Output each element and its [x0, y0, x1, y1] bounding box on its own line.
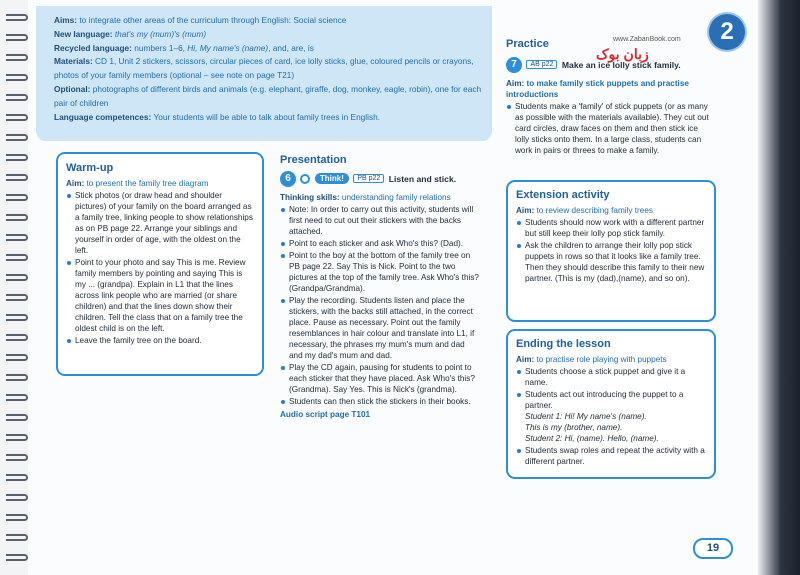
extension-title: Extension activity	[516, 189, 610, 201]
binding-ring	[6, 274, 28, 281]
practice-title: Practice	[506, 38, 549, 50]
list-item: Students can then stick the stickers in their books.	[280, 396, 480, 407]
practice-aim: Aim: to make family stick puppets and practise introductions	[506, 79, 689, 99]
binding-ring	[6, 414, 28, 421]
list-item: Point to your photo and say This is me. Review family members by pointing and saying This is my ... (grandpa). Explain in L1 that the lines across link people who are married (or share children) and that the lines down show their children. Tell the class that on a family tree the oldest child is on the left.	[66, 257, 254, 334]
activity-number-badge: 7	[506, 57, 522, 73]
ending-list	[516, 366, 706, 467]
binding-ring	[6, 394, 28, 401]
list-item: Students make a 'family' of stick puppets (or as many as possible with the materials available). They cut out card circles, draw faces on them and then stick ice lolly sticks onto them. In a large class, students can work in pairs or threes to make a family.	[506, 101, 712, 156]
ending-lesson-box	[506, 329, 716, 479]
ending-aim: Aim: to practise role playing with puppets	[516, 355, 667, 364]
binding-ring	[6, 34, 28, 41]
list-item: Point to each sticker and ask Who's this? (Dad).	[280, 238, 480, 249]
materials-row: Materials: CD 1, Unit 2 stickers, scissors, circular pieces of card, ice lolly sticks, glue, coloured pencils or crayons, photos of your family members (optional – see note on page T21)	[54, 56, 474, 81]
presentation-section	[280, 154, 480, 420]
pupil-book-tag: PB p22	[353, 174, 384, 183]
presentation-activity-header	[280, 170, 480, 188]
activity-number-badge: 6	[280, 171, 296, 187]
binding-ring	[6, 314, 28, 321]
list-item: Students choose a stick puppet and give it a name.	[516, 366, 706, 388]
binding-ring	[6, 194, 28, 201]
binding-ring	[6, 154, 28, 161]
warm-up-title: Warm-up	[66, 162, 114, 174]
list-item: Point to the boy at the bottom of the family tree on PB page 22. Say This is Nick. Point to the two pictures at the top of the family tree. Ask Who's this? (Grandpa/Grandma).	[280, 250, 480, 294]
think-badge: Think!	[315, 173, 349, 184]
binding-ring	[6, 14, 28, 21]
dialogue-line: Student 2: Hi, (name). Hello, (name).	[525, 434, 659, 443]
practice-section	[506, 38, 724, 156]
list-item: Play the recording. Students listen and place the stickers, with the backs still attached, in the correct place. Pause as necessary. Point out the family resemblances in hair colour and translate into L1, if necessary, the phrases my mum's mum and dad and my dad's mum and dad.	[280, 295, 480, 361]
lesson-aims-box	[36, 6, 492, 141]
extension-list	[516, 217, 706, 284]
binding-ring	[6, 114, 28, 121]
list-item: Stick photos (or draw head and shoulder pictures) of your family on the board arranged as a family tree, linking people to show relationships as on PB page 22. Arrange your siblings and yourself in order of age, with the oldest on the left.	[66, 190, 254, 256]
binding-ring	[6, 534, 28, 541]
binding-ring	[6, 454, 28, 461]
binding-ring	[6, 294, 28, 301]
list-item: Play the CD again, pausing for students to point to each sticker that they have placed. Ask Who's this? (Grandma). Say Yes. This is Nick's (grandma).	[280, 362, 480, 395]
binding-ring	[6, 94, 28, 101]
unit-number-badge: 2	[709, 14, 745, 50]
ending-title: Ending the lesson	[516, 338, 611, 350]
binding-ring	[6, 74, 28, 81]
dialogue-line: Student 1: Hi! My name's (name).	[525, 412, 647, 421]
binding-ring	[6, 54, 28, 61]
spiral-binding	[0, 0, 28, 575]
audio-script-ref: Audio script page T101	[280, 410, 371, 419]
watermark-url: www.ZabanBook.com	[613, 36, 681, 43]
binding-ring	[6, 174, 28, 181]
binding-ring	[6, 494, 28, 501]
binding-ring	[6, 554, 28, 561]
list-item: Students act out introducing the puppet to a partner. Student 1: Hi! My name's (name). This is my (brother, name). Student 2: Hi, (name). Hello, (name).	[516, 389, 706, 444]
binding-ring	[6, 134, 28, 141]
activity-instruction: Make an ice lolly stick family.	[561, 59, 681, 70]
activity-instruction: Listen and stick.	[388, 173, 457, 184]
warm-up-aim: Aim: to present the family tree diagram	[66, 179, 209, 188]
optional-row: Optional: photographs of different birds and animals (e.g. elephant, giraffe, dog, monkey, eagle, robin), one for each pair of children	[54, 83, 482, 108]
new-language-row: New language: that's my (mum)'s (mum)	[54, 28, 207, 39]
binding-ring	[6, 374, 28, 381]
binding-ring	[6, 334, 28, 341]
binding-ring	[6, 234, 28, 241]
page-number: 19	[693, 538, 733, 559]
dialogue-line: This is my (brother, name).	[525, 423, 623, 432]
recycled-language-row: Recycled language: numbers 1–6, Hi, My name's (name), and, are, is	[54, 42, 314, 53]
presentation-list	[280, 204, 480, 407]
extension-activity-box	[506, 180, 716, 322]
aims-row: Aims: to integrate other areas of the curriculum through English: Social science	[54, 15, 347, 25]
list-item: Ask the children to arrange their lolly pop stick puppets in rows so that it looks like a family tree. Then they should describe this family to their new partner. (This is my (dad),(name), and so on).	[516, 240, 706, 284]
list-item: Leave the family tree on the board.	[66, 335, 254, 346]
presentation-title: Presentation	[280, 154, 347, 166]
list-item: Note: In order to carry out this activity, students will first need to cut out their stickers with the backs attached.	[280, 204, 480, 237]
activity-book-tag: AB p22	[526, 60, 557, 69]
cd-icon	[300, 174, 310, 184]
language-competences-row: Language competences: Your students will be able to talk about family trees in English.	[54, 111, 381, 122]
thinking-skills: Thinking skills: understanding family relations	[280, 193, 451, 202]
extension-aim: Aim: to review describing family trees	[516, 206, 653, 215]
binding-ring	[6, 254, 28, 261]
binding-ring	[6, 354, 28, 361]
binding-ring	[6, 474, 28, 481]
page-edge-shadow	[758, 0, 800, 575]
binding-ring	[6, 214, 28, 221]
list-item: Students should now work with a different partner but still keep their lolly pop stick family.	[516, 217, 706, 239]
warm-up-list	[66, 190, 254, 346]
warm-up-box	[56, 152, 264, 376]
practice-list	[506, 101, 712, 156]
binding-ring	[6, 434, 28, 441]
watermark-logo: زبان بوک	[596, 46, 649, 62]
list-item: Students swap roles and repeat the activity with a different partner.	[516, 445, 706, 467]
binding-ring	[6, 514, 28, 521]
practice-activity-header	[506, 56, 724, 74]
